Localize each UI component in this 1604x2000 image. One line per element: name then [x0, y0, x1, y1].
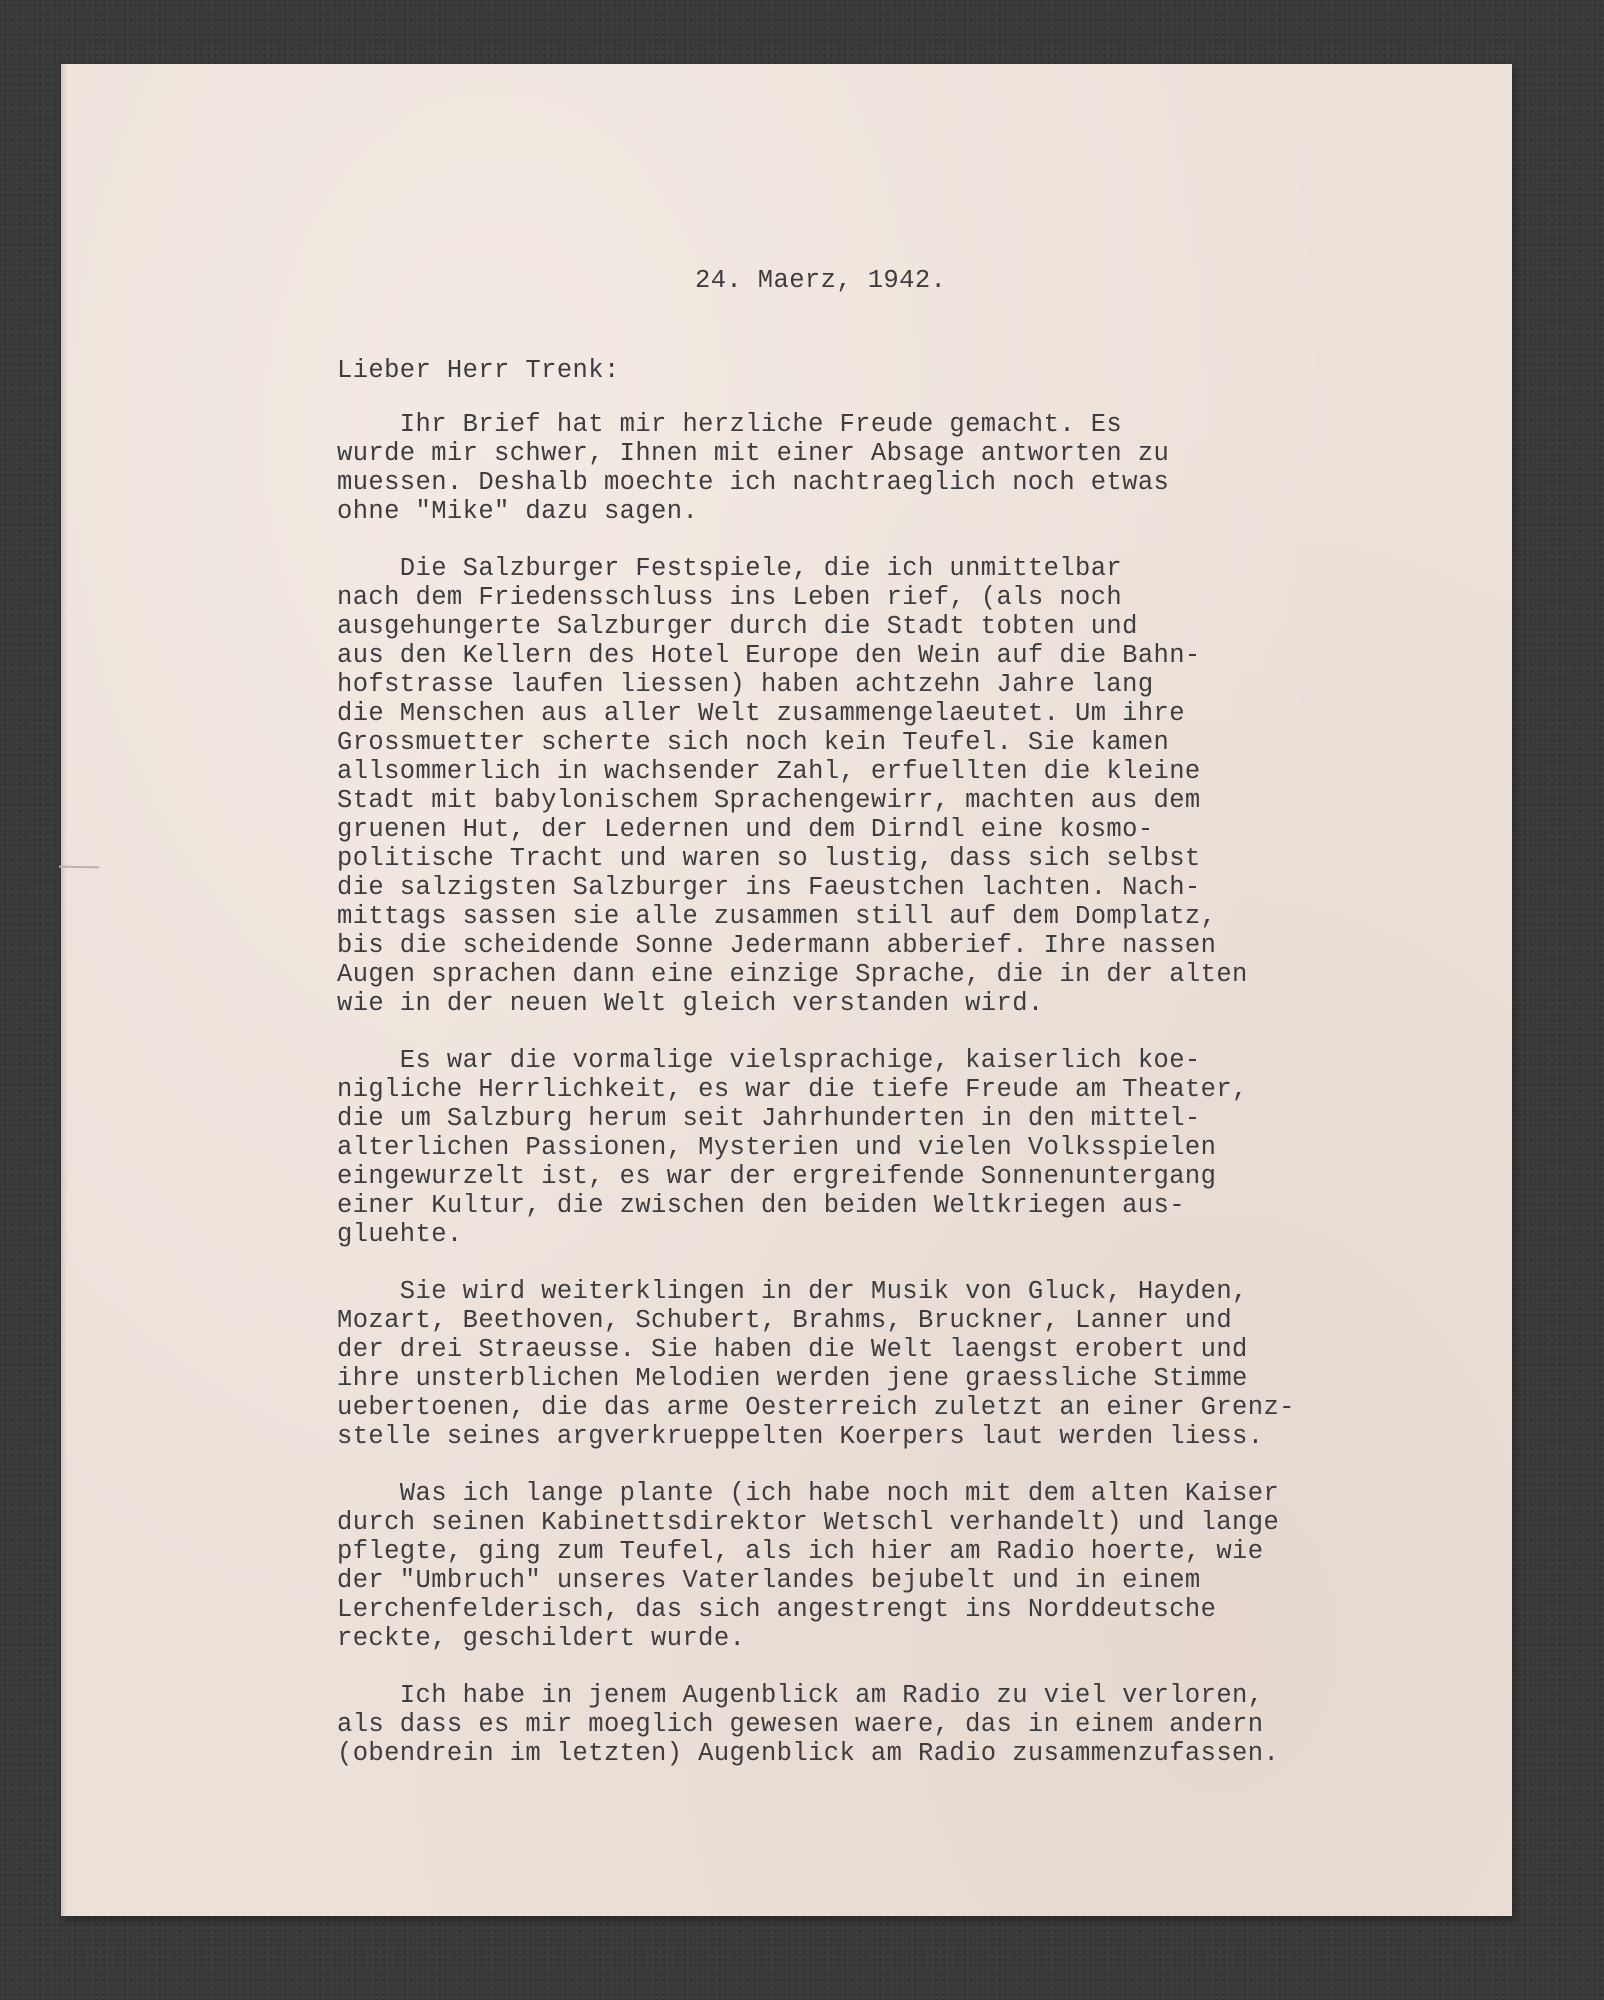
text-line: Lerchenfelderisch, das sich angestrengt ins Norddeutsche: [337, 1595, 1217, 1624]
paragraph-4: [337, 1277, 1397, 1451]
paragraph-3: [337, 1046, 1397, 1249]
paragraph-2: [337, 554, 1397, 1018]
text-line: durch seinen Kabinettsdirektor Wetschl verhandelt) und lange: [337, 1508, 1280, 1537]
text-line: bis die scheidende Sonne Jedermann abberief. Ihre nassen: [337, 931, 1217, 960]
text-line: der drei Straeusse. Sie haben die Welt laengst erobert und: [337, 1335, 1248, 1364]
text-line: eingewurzelt ist, es war der ergreifende Sonnenuntergang: [337, 1162, 1217, 1191]
text-line: die Menschen aus aller Welt zusammengelaeutet. Um ihre: [337, 699, 1185, 728]
text-line: ohne "Mike" dazu sagen.: [337, 497, 699, 526]
letter-body: [337, 410, 1397, 1796]
text-line: mittags sassen sie alle zusammen still auf dem Domplatz,: [337, 902, 1217, 931]
paragraph-1: [337, 410, 1397, 526]
text-line: politische Tracht und waren so lustig, dass sich selbst: [337, 844, 1201, 873]
text-line: Ich habe in jenem Augenblick am Radio zu viel verloren,: [337, 1681, 1264, 1710]
text-line: Grossmuetter scherte sich noch kein Teufel. Sie kamen: [337, 728, 1170, 757]
text-line: wie in der neuen Welt gleich verstanden wird.: [337, 989, 1044, 1018]
text-line: die salzigsten Salzburger ins Faeustchen lachten. Nach-: [337, 873, 1201, 902]
text-line: stelle seines argverkrueppelten Koerpers laut werden liess.: [337, 1422, 1264, 1451]
text-line: einer Kultur, die zwischen den beiden Weltkriegen aus-: [337, 1191, 1185, 1220]
text-line: Was ich lange plante (ich habe noch mit dem alten Kaiser: [337, 1479, 1280, 1508]
text-line: gruenen Hut, der Ledernen und dem Dirndl eine kosmo-: [337, 815, 1154, 844]
text-line: Die Salzburger Festspiele, die ich unmittelbar: [337, 554, 1123, 583]
text-line: uebertoenen, die das arme Oesterreich zuletzt an einer Grenz-: [337, 1393, 1295, 1422]
paragraph-5: [337, 1479, 1397, 1653]
text-line: hofstrasse laufen liessen) haben achtzehn Jahre lang: [337, 670, 1154, 699]
text-line: alterlichen Passionen, Mysterien und vielen Volksspielen: [337, 1133, 1217, 1162]
text-line: ausgehungerte Salzburger durch die Stadt tobten und: [337, 612, 1138, 641]
text-line: der "Umbruch" unseres Vaterlandes bejubelt und in einem: [337, 1566, 1201, 1595]
letter-date: 24. Maerz, 1942.: [695, 266, 947, 295]
text-line: allsommerlich in wachsender Zahl, erfuellten die kleine: [337, 757, 1201, 786]
text-line: Mozart, Beethoven, Schubert, Brahms, Bruckner, Lanner und: [337, 1306, 1233, 1335]
text-line: aus den Kellern des Hotel Europe den Wein auf die Bahn-: [337, 641, 1201, 670]
text-line: reckte, geschildert wurde.: [337, 1624, 746, 1653]
text-line: als dass es mir moeglich gewesen waere, das in einem andern: [337, 1710, 1264, 1739]
text-line: nach dem Friedensschluss ins Leben rief, (als noch: [337, 583, 1123, 612]
paragraph-6: [337, 1681, 1397, 1768]
text-line: (obendrein im letzten) Augenblick am Radio zusammenzufassen.: [337, 1739, 1280, 1768]
text-line: Stadt mit babylonischem Sprachengewirr, machten aus dem: [337, 786, 1201, 815]
text-line: Ihr Brief hat mir herzliche Freude gemacht. Es: [337, 410, 1123, 439]
text-line: Augen sprachen dann eine einzige Sprache, die in der alten: [337, 960, 1248, 989]
text-line: Sie wird weiterklingen in der Musik von Gluck, Hayden,: [337, 1277, 1248, 1306]
text-line: ihre unsterblichen Melodien werden jene graessliche Stimme: [337, 1364, 1248, 1393]
letter-salutation: Lieber Herr Trenk:: [337, 356, 620, 385]
text-line: die um Salzburg herum seit Jahrhunderten in den mittel-: [337, 1104, 1201, 1133]
text-line: pflegte, ging zum Teufel, als ich hier am Radio hoerte, wie: [337, 1537, 1264, 1566]
text-line: wurde mir schwer, Ihnen mit einer Absage antworten zu: [337, 439, 1170, 468]
page-edge-shading: [61, 64, 67, 1916]
text-line: Es war die vormalige vielsprachige, kaiserlich koe-: [337, 1046, 1201, 1075]
text-line: muessen. Deshalb moechte ich nachtraeglich noch etwas: [337, 468, 1170, 497]
text-line: gluehte.: [337, 1220, 463, 1249]
text-line: nigliche Herrlichkeit, es war die tiefe Freude am Theater,: [337, 1075, 1248, 1104]
